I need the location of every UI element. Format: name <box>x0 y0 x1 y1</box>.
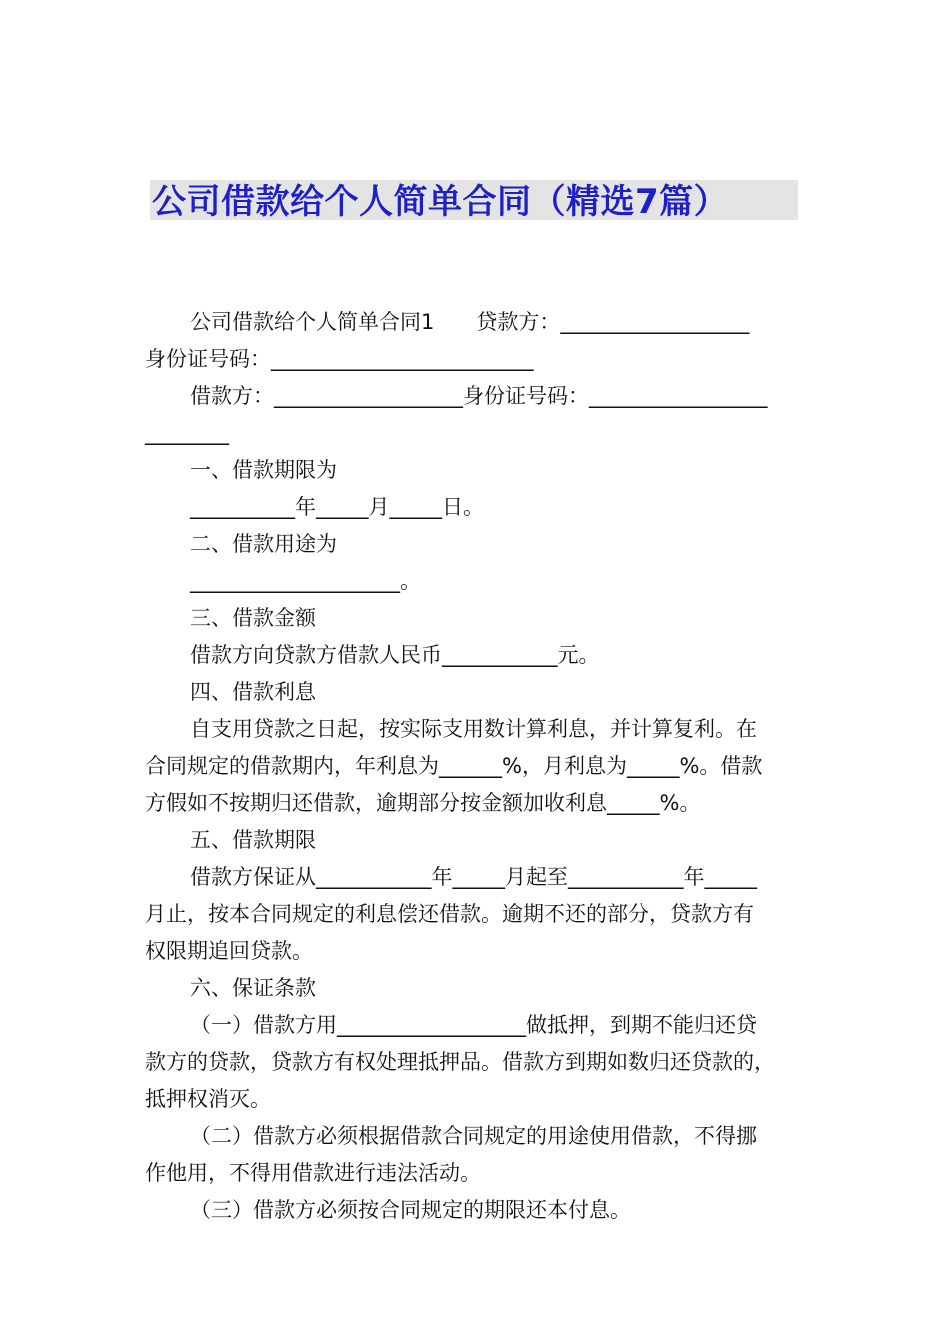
clause-3-line-1: （三）借款方必须按合同规定的期限还本付息。 <box>190 1198 631 1222</box>
document-body <box>145 304 810 1229</box>
section-4-paragraph-line-2: 合同规定的借款期内，年利息为______%，月利息为_____%。借款 <box>145 754 763 778</box>
clause-1-line-2: 款方的贷款，贷款方有权处理抵押品。借款方到期如数归还贷款的， <box>145 1050 775 1074</box>
borrower-line: 借款方：__________________身份证号码：_________________ <box>190 384 768 408</box>
section-5-paragraph-line-1: 借款方保证从___________年_____月起至___________年_____ <box>190 865 757 889</box>
section-2-heading: 二、借款用途为 <box>190 532 337 556</box>
section-5-heading: 五、借款期限 <box>190 828 316 852</box>
section-3-line: 借款方向贷款方借款人民币___________元。 <box>190 643 600 667</box>
lender-id-line: 身份证号码：_________________________ <box>145 347 534 371</box>
section-4-paragraph-line-3: 方假如不按期归还借款，逾期部分按金额加收利息_____%。 <box>145 791 701 815</box>
lender-line: 公司借款给个人简单合同1 贷款方：__________________ <box>190 310 750 334</box>
borrower-line-continued: ________ <box>145 421 229 445</box>
section-6-heading: 六、保证条款 <box>190 976 316 1000</box>
section-1-line: __________年_____月_____日。 <box>190 495 484 519</box>
clause-1-line-3: 抵押权消灭。 <box>145 1087 271 1111</box>
section-3-heading: 三、借款金额 <box>190 606 316 630</box>
section-4-heading: 四、借款利息 <box>190 680 316 704</box>
section-5-paragraph-line-2: 月止，按本合同规定的利息偿还借款。逾期不还的部分，贷款方有 <box>145 902 754 926</box>
section-2-line: ____________________。 <box>190 569 421 593</box>
clause-2-line-1: （二）借款方必须根据借款合同规定的用途使用借款，不得挪 <box>190 1124 757 1148</box>
clause-1-line-1: （一）借款方用__________________做抵押，到期不能归还贷 <box>190 1013 757 1037</box>
document-title: 公司借款给个人简单合同（精选7篇） <box>152 182 729 222</box>
clause-2-line-2: 作他用，不得用借款进行违法活动。 <box>145 1161 481 1185</box>
section-1-heading: 一、借款期限为 <box>190 458 337 482</box>
section-4-paragraph-line-1: 自支用贷款之日起，按实际支用数计算利息，并计算复利。在 <box>190 717 757 741</box>
section-5-paragraph-line-3: 权限期追回贷款。 <box>145 939 313 963</box>
